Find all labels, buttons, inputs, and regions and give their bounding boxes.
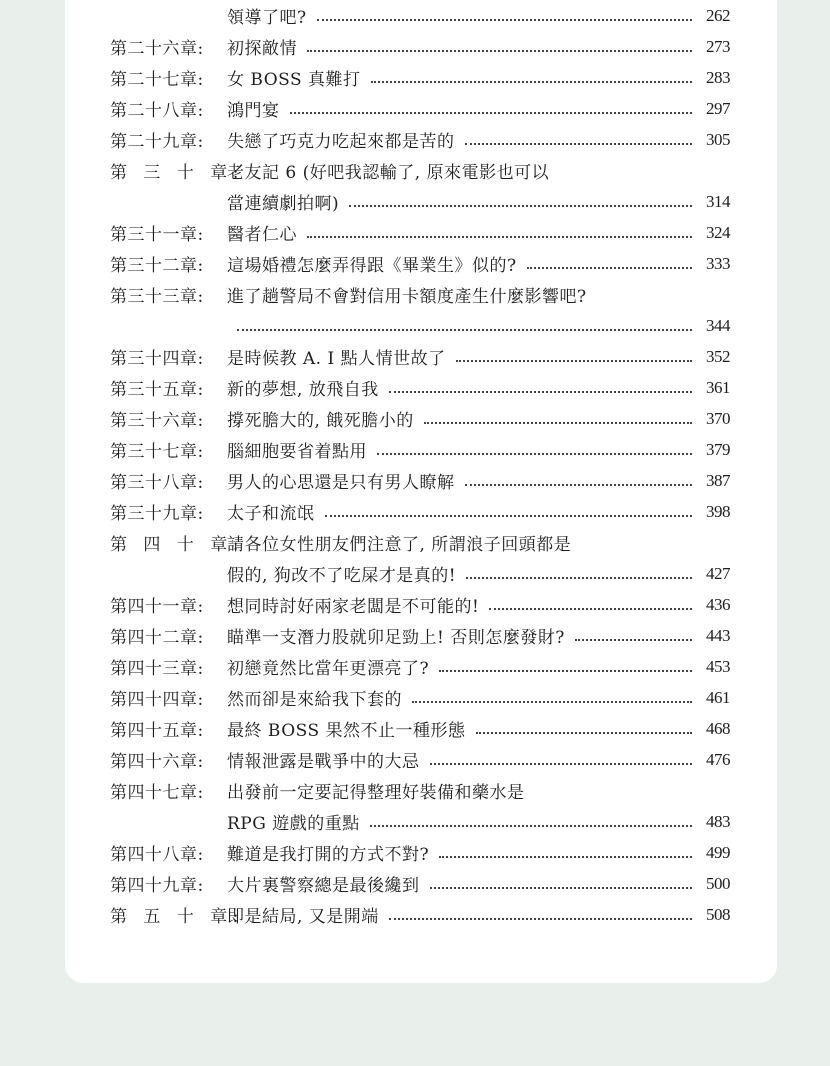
chapter-title: 難道是我打開的方式不對?	[227, 845, 430, 865]
chapter-title: RPG 遊戲的重點	[227, 814, 360, 834]
toc-entry	[110, 186, 730, 217]
chapter-title-line	[227, 623, 698, 648]
toc-entry	[110, 713, 730, 744]
chapter-title: 請各位女性朋友們注意了, 所謂浪子回頭都是	[227, 535, 572, 555]
page-number: 361	[706, 377, 730, 397]
chapter-title-line	[227, 778, 698, 803]
chapter-title: 男人的心思還是只有男人瞭解	[227, 473, 455, 493]
chapter-number: 第四十八章:	[110, 845, 204, 865]
chapter-number: 第四十六章:	[110, 752, 204, 772]
chapter-title-line	[227, 530, 698, 555]
page-number: 427	[706, 563, 730, 583]
toc-entry	[110, 899, 730, 930]
dot-leader	[371, 81, 692, 83]
chapter-title-line	[227, 158, 698, 183]
dot-leader	[439, 670, 692, 672]
chapter-title-line	[227, 685, 698, 710]
dot-leader	[237, 329, 692, 331]
page-number: 333	[706, 253, 730, 273]
chapter-title: 出發前一定要記得整理好裝備和藥水是	[227, 783, 525, 803]
toc-entry	[110, 620, 730, 651]
toc-entry	[110, 775, 730, 806]
dot-leader	[439, 856, 692, 858]
toc-entry	[110, 744, 730, 775]
chapter-title: 情報泄露是戰爭中的大忌	[227, 752, 420, 772]
toc-entry	[110, 527, 730, 558]
toc-entry	[110, 589, 730, 620]
chapter-title: 想同時討好兩家老闆是不可能的!	[227, 597, 480, 617]
toc-entry	[110, 372, 730, 403]
chapter-title: 太子和流氓	[227, 504, 315, 524]
dot-leader	[430, 887, 693, 889]
dot-leader	[456, 360, 692, 362]
chapter-number: 第四十二章:	[110, 628, 204, 648]
dot-leader	[424, 422, 692, 424]
chapter-title-line	[227, 871, 698, 896]
chapter-title: 女 BOSS 真難打	[227, 70, 361, 90]
chapter-number: 第三十五章:	[110, 380, 204, 400]
dot-leader	[476, 732, 692, 734]
chapter-title: 假的, 狗改不了吃屎才是真的!	[227, 566, 457, 586]
dot-leader	[489, 608, 692, 610]
page-number: 344	[706, 315, 730, 335]
chapter-number: 第二十八章:	[110, 101, 204, 121]
chapter-title: 初戀竟然比當年更漂亮了?	[227, 659, 430, 679]
page-number: 352	[706, 346, 730, 366]
page-number: 370	[706, 408, 730, 428]
dot-leader	[370, 825, 692, 827]
dot-leader	[290, 112, 693, 114]
chapter-number: 第二十六章:	[110, 39, 204, 59]
chapter-title: 大片裏警察總是最後纔到	[227, 876, 420, 896]
chapter-title-line	[227, 716, 698, 741]
chapter-title-line	[227, 220, 698, 245]
chapter-title-line	[227, 902, 698, 927]
chapter-title: 進了趟警局不會對信用卡額度產生什麼影響吧?	[227, 287, 587, 307]
page-number: 483	[706, 811, 730, 831]
dot-leader	[377, 453, 692, 455]
chapter-title-line	[227, 468, 698, 493]
page-number: 453	[706, 656, 730, 676]
chapter-number: 第三十一章:	[110, 225, 204, 245]
page-number: 283	[706, 67, 730, 87]
chapter-title-line	[110, 3, 698, 28]
page-number: 297	[706, 98, 730, 118]
chapter-title: 新的夢想, 放飛自我	[227, 380, 379, 400]
toc-entry	[110, 155, 730, 186]
page-number: 476	[706, 749, 730, 769]
chapter-title: 即是結局, 又是開端	[227, 907, 379, 927]
chapter-number: 第三十八章:	[110, 473, 204, 493]
toc-entry	[110, 434, 730, 465]
page-number: 379	[706, 439, 730, 459]
toc-entry	[110, 310, 730, 341]
chapter-title-line	[110, 809, 698, 834]
chapter-title: 領導了吧?	[227, 8, 307, 28]
chapter-number: 第三十七章:	[110, 442, 204, 462]
toc-entry	[110, 62, 730, 93]
page-number: 508	[706, 904, 730, 924]
chapter-title-line	[227, 282, 698, 307]
chapter-number: 第四十五章:	[110, 721, 204, 741]
chapter-title-line	[227, 251, 698, 276]
dot-leader	[465, 143, 693, 145]
page-number: 387	[706, 470, 730, 490]
toc-entry	[110, 465, 730, 496]
chapter-number: 第 三 十 章:	[110, 163, 244, 183]
page-number: 314	[706, 191, 730, 211]
toc-entry	[110, 558, 730, 589]
page-number: 305	[706, 129, 730, 149]
chapter-title: 這場婚禮怎麼弄得跟《畢業生》似的?	[227, 256, 517, 276]
toc-entry	[110, 124, 730, 155]
chapter-title-line	[227, 437, 698, 462]
chapter-number: 第二十七章:	[110, 70, 204, 90]
chapter-title-line	[227, 127, 698, 152]
toc-entry	[110, 248, 730, 279]
page-number: 324	[706, 222, 730, 242]
chapter-title: 腦細胞要省着點用	[227, 442, 367, 462]
page-number: 436	[706, 594, 730, 614]
dot-leader	[325, 515, 693, 517]
dot-leader	[430, 763, 693, 765]
toc-entry	[110, 341, 730, 372]
chapter-title: 是時候教 A. I 點人情世故了	[227, 349, 446, 369]
dot-leader	[466, 577, 692, 579]
page-number: 262	[706, 5, 730, 25]
chapter-title: 當連續劇拍啊)	[227, 194, 340, 214]
chapter-number: 第三十九章:	[110, 504, 204, 524]
page-number: 443	[706, 625, 730, 645]
chapter-number: 第三十四章:	[110, 349, 204, 369]
chapter-number: 第四十四章:	[110, 690, 204, 710]
toc-entry	[110, 496, 730, 527]
chapter-title-line	[227, 344, 698, 369]
dot-leader	[465, 484, 693, 486]
chapter-title-line	[227, 747, 698, 772]
chapter-title-line	[227, 34, 698, 59]
dot-leader	[389, 391, 692, 393]
chapter-title: 最終 BOSS 果然不止一種形態	[227, 721, 466, 741]
dot-leader	[349, 205, 692, 207]
dot-leader	[317, 19, 692, 21]
dot-leader	[412, 701, 692, 703]
chapter-number: 第 四 十 章:	[110, 535, 244, 555]
dot-leader	[307, 236, 692, 238]
chapter-title-line	[227, 840, 698, 865]
toc-entry	[110, 31, 730, 62]
dot-leader	[575, 639, 692, 641]
page-number: 461	[706, 687, 730, 707]
chapter-number: 第 五 十 章:	[110, 907, 244, 927]
chapter-title: 瞄準一支潛力股就卯足勁上! 否則怎麼發財?	[227, 628, 565, 648]
chapter-title: 鴻門宴	[227, 101, 280, 121]
dot-leader	[389, 918, 692, 920]
chapter-title: 初探敵情	[227, 39, 297, 59]
toc-entry	[110, 837, 730, 868]
page-number: 273	[706, 36, 730, 56]
chapter-number: 第三十二章:	[110, 256, 204, 276]
dot-leader	[527, 267, 692, 269]
chapter-title: 失戀了巧克力吃起來都是苦的	[227, 132, 455, 152]
chapter-title: 然而卻是來給我下套的	[227, 690, 402, 710]
toc-entry	[110, 682, 730, 713]
chapter-title-line	[227, 375, 698, 400]
toc-entry	[110, 93, 730, 124]
chapter-title-line	[227, 406, 698, 431]
chapter-title-line	[110, 325, 698, 327]
chapter-title-line	[110, 189, 698, 214]
page-number: 500	[706, 873, 730, 893]
dot-leader	[307, 50, 692, 52]
chapter-number: 第四十七章:	[110, 783, 204, 803]
toc-entry	[110, 651, 730, 682]
chapter-title-line	[227, 654, 698, 679]
chapter-title: 撐死膽大的, 餓死膽小的	[227, 411, 414, 431]
chapter-number: 第四十一章:	[110, 597, 204, 617]
chapter-number: 第四十九章:	[110, 876, 204, 896]
toc-entry	[110, 868, 730, 899]
chapter-title-line	[110, 561, 698, 586]
chapter-title: 老友記 6 (好吧我認輸了, 原來電影也可以	[227, 163, 550, 183]
table-of-contents	[110, 0, 730, 930]
chapter-title-line	[227, 592, 698, 617]
chapter-number: 第三十三章:	[110, 287, 204, 307]
chapter-title-line	[227, 96, 698, 121]
chapter-title-line	[227, 499, 698, 524]
chapter-title-line	[227, 65, 698, 90]
chapter-number: 第三十六章:	[110, 411, 204, 431]
page-number: 499	[706, 842, 730, 862]
toc-entry	[110, 217, 730, 248]
page-number: 398	[706, 501, 730, 521]
toc-entry	[110, 806, 730, 837]
toc-entry	[110, 279, 730, 310]
page-number: 468	[706, 718, 730, 738]
toc-entry	[110, 0, 730, 31]
chapter-number: 第二十九章:	[110, 132, 204, 152]
toc-entry	[110, 403, 730, 434]
chapter-number: 第四十三章:	[110, 659, 204, 679]
chapter-title: 醫者仁心	[227, 225, 297, 245]
